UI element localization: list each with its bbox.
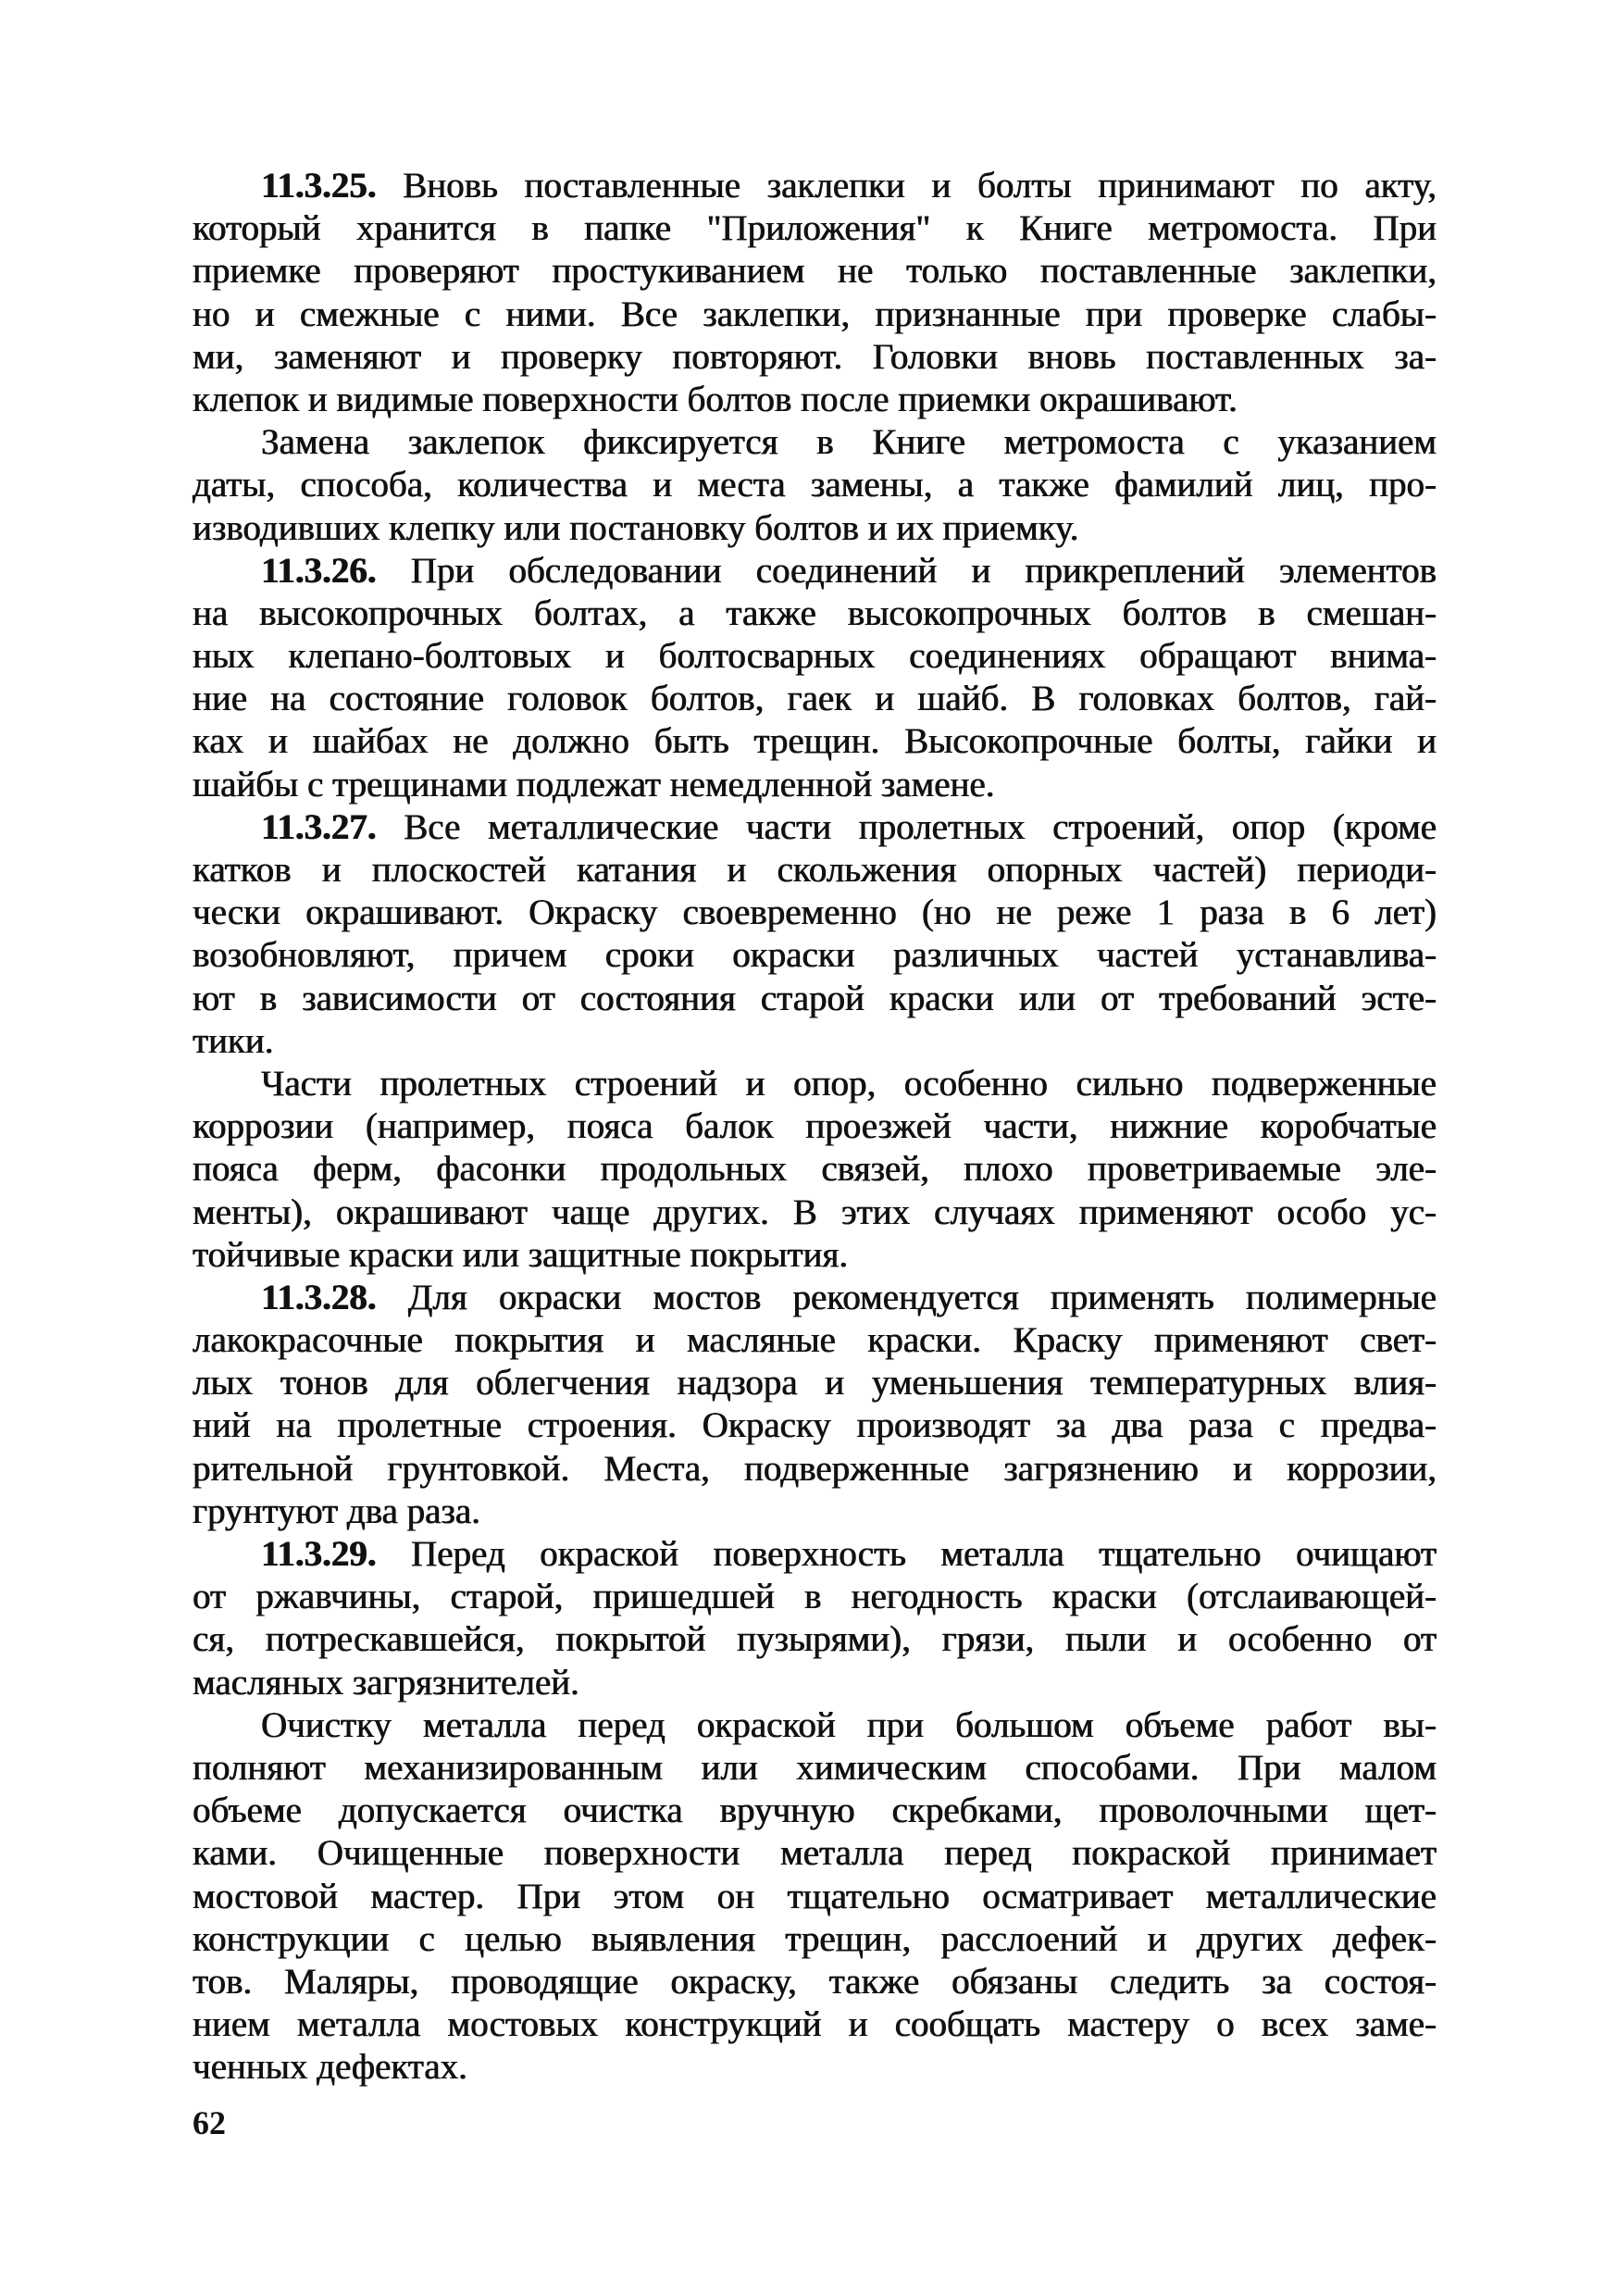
line-text: грунтуют два раза. bbox=[193, 1491, 480, 1531]
text-line bbox=[193, 379, 1437, 421]
text-line bbox=[193, 1448, 1437, 1491]
text-line bbox=[193, 1961, 1437, 2003]
text-line bbox=[193, 1832, 1437, 1875]
text-line bbox=[193, 207, 1437, 250]
line-text: Все металлические части пролетных строений, опор (кроме bbox=[376, 806, 1437, 847]
text-line bbox=[193, 678, 1437, 720]
line-text: от ржавчины, старой, пришедшей в негодность краски (отслаивающей- bbox=[193, 1577, 1437, 1617]
line-text: мостовой мастер. При этом он тщательно осматривает металлические bbox=[193, 1876, 1437, 1916]
section-number: 11.3.28. bbox=[261, 1277, 377, 1317]
text-line bbox=[193, 1790, 1437, 1832]
text-line bbox=[193, 250, 1437, 293]
line-text: ках и шайбах не должно быть трещин. Высокопрочные болты, гайки и bbox=[193, 721, 1437, 762]
line-text: ся, потрескавшейся, покрытой пузырями), грязи, пыли и особенно от bbox=[193, 1619, 1437, 1660]
text-line bbox=[193, 1533, 1437, 1576]
text-line bbox=[193, 1747, 1437, 1790]
section-number: 11.3.26. bbox=[261, 550, 377, 591]
text-line bbox=[193, 165, 1437, 207]
text-line bbox=[193, 1618, 1437, 1661]
line-text: конструкции с целью выявления трещин, расслоений и других дефек- bbox=[193, 1918, 1437, 1959]
line-text: лых тонов для облегчения надзора и уменьшения температурных влия- bbox=[193, 1363, 1437, 1404]
line-text: на высокопрочных болтах, а также высокопрочных болтов в смешан- bbox=[193, 593, 1437, 633]
line-text: полняют механизированным или химическим способами. При малом bbox=[193, 1747, 1437, 1788]
line-text: Части пролетных строений и опор, особенно сильно подверженные bbox=[261, 1063, 1437, 1104]
document-body bbox=[193, 165, 1437, 2089]
line-text: коррозии (например, пояса балок проезжей части, нижние коробчатые bbox=[193, 1106, 1437, 1147]
line-text: даты, способа, количества и места замены, а также фамилий лиц, про- bbox=[193, 465, 1437, 505]
line-text: тойчивые краски или защитные покрытия. bbox=[193, 1234, 849, 1275]
line-text: приемке проверяют простукиванием не только поставленные заклепки, bbox=[193, 251, 1437, 292]
text-line bbox=[193, 892, 1437, 934]
text-line bbox=[193, 764, 1437, 806]
text-line bbox=[193, 336, 1437, 379]
line-text: тики. bbox=[193, 1020, 274, 1061]
text-line bbox=[193, 1020, 1437, 1063]
line-text: возобновляют, причем сроки окраски различных частей устанавлива- bbox=[193, 935, 1437, 976]
section-number: 11.3.29. bbox=[261, 1534, 377, 1574]
line-text: нием металла мостовых конструкций и сообщать мастеру о всех заме- bbox=[193, 2004, 1437, 2045]
text-line bbox=[193, 849, 1437, 892]
text-line bbox=[193, 1704, 1437, 1747]
line-text: чески окрашивают. Окраску своевременно (но не реже 1 раза в 6 лет) bbox=[193, 892, 1437, 933]
line-text: объеме допускается очистка вручную скребками, проволочными щет- bbox=[193, 1791, 1437, 1831]
text-line bbox=[193, 1576, 1437, 1618]
text-line bbox=[193, 978, 1437, 1020]
line-text: ками. Очищенные поверхности металла перед покраской принимает bbox=[193, 1833, 1437, 1874]
text-line bbox=[193, 293, 1437, 336]
text-line bbox=[193, 2046, 1437, 2089]
section-number: 11.3.25. bbox=[261, 166, 377, 206]
text-line bbox=[193, 1148, 1437, 1191]
text-line bbox=[193, 1192, 1437, 1234]
line-text: Перед окраской поверхность металла тщательно очищают bbox=[376, 1534, 1437, 1574]
line-text: ние на состояние головок болтов, гаек и шайб. В головках болтов, гай- bbox=[193, 679, 1437, 719]
line-text: рительной грунтовкой. Места, подверженные загрязнению и коррозии, bbox=[193, 1448, 1437, 1489]
page-number: 62 bbox=[193, 2104, 226, 2141]
line-text: ченных дефектах. bbox=[193, 2047, 467, 2088]
section-number: 11.3.27. bbox=[261, 806, 377, 847]
line-text: тов. Маляры, проводящие окраску, также обязаны следить за состоя- bbox=[193, 1961, 1437, 2002]
text-line bbox=[193, 1105, 1437, 1148]
text-line bbox=[193, 635, 1437, 678]
line-text: ний на пролетные строения. Окраску производят за два раза с предва- bbox=[193, 1405, 1437, 1446]
line-text: но и смежные с ними. Все заклепки, признанные при проверке слабы- bbox=[193, 293, 1437, 334]
line-text: ми, заменяют и проверку повторяют. Головки вновь поставленных за- bbox=[193, 336, 1437, 377]
text-line bbox=[193, 550, 1437, 593]
line-text: Очистку металла перед окраской при большом объеме работ вы- bbox=[261, 1704, 1437, 1745]
line-text: Замена заклепок фиксируется в Книге метромоста с указанием bbox=[261, 422, 1437, 463]
text-line bbox=[193, 1362, 1437, 1404]
text-line bbox=[193, 1662, 1437, 1704]
text-line bbox=[193, 1277, 1437, 1319]
line-text: При обследовании соединений и прикреплений элементов bbox=[376, 550, 1437, 591]
line-text: изводивших клепку или постановку болтов и их приемку. bbox=[193, 507, 1079, 548]
line-text: ют в зависимости от состояния старой краски или от требований эсте- bbox=[193, 978, 1437, 1018]
line-text: пояса ферм, фасонки продольных связей, плохо проветриваемые эле- bbox=[193, 1149, 1437, 1190]
text-line bbox=[193, 421, 1437, 464]
line-text: Для окраски мостов рекомендуется применять полимерные bbox=[376, 1277, 1437, 1317]
line-text: менты), окрашивают чаще других. В этих случаях применяют особо ус- bbox=[193, 1192, 1437, 1232]
line-text: клепок и видимые поверхности болтов после приемки окрашивают. bbox=[193, 379, 1238, 419]
text-line bbox=[193, 1234, 1437, 1277]
line-text: лакокрасочные покрытия и масляные краски. Краску применяют свет- bbox=[193, 1320, 1437, 1361]
text-line bbox=[193, 464, 1437, 506]
line-text: который хранится в папке "Приложения" к Книге метромоста. При bbox=[193, 208, 1437, 249]
text-line bbox=[193, 1918, 1437, 1961]
text-line bbox=[193, 2003, 1437, 2046]
text-line bbox=[193, 934, 1437, 977]
text-line bbox=[193, 1404, 1437, 1447]
text-line bbox=[193, 720, 1437, 763]
line-text: ных клепано-болтовых и болтосварных соединениях обращают внима- bbox=[193, 636, 1437, 677]
text-line bbox=[193, 1876, 1437, 1918]
text-line bbox=[193, 507, 1437, 550]
line-text: Вновь поставленные заклепки и болты принимают по акту, bbox=[376, 166, 1437, 206]
text-line bbox=[193, 806, 1437, 849]
line-text: шайбы с трещинами подлежат немедленной замене. bbox=[193, 764, 995, 805]
text-line bbox=[193, 1319, 1437, 1362]
line-text: масляных загрязнителей. bbox=[193, 1662, 579, 1703]
text-line bbox=[193, 1063, 1437, 1105]
text-line bbox=[193, 593, 1437, 635]
line-text: катков и плоскостей катания и скольжения опорных частей) периоди- bbox=[193, 850, 1437, 890]
text-line bbox=[193, 1491, 1437, 1533]
